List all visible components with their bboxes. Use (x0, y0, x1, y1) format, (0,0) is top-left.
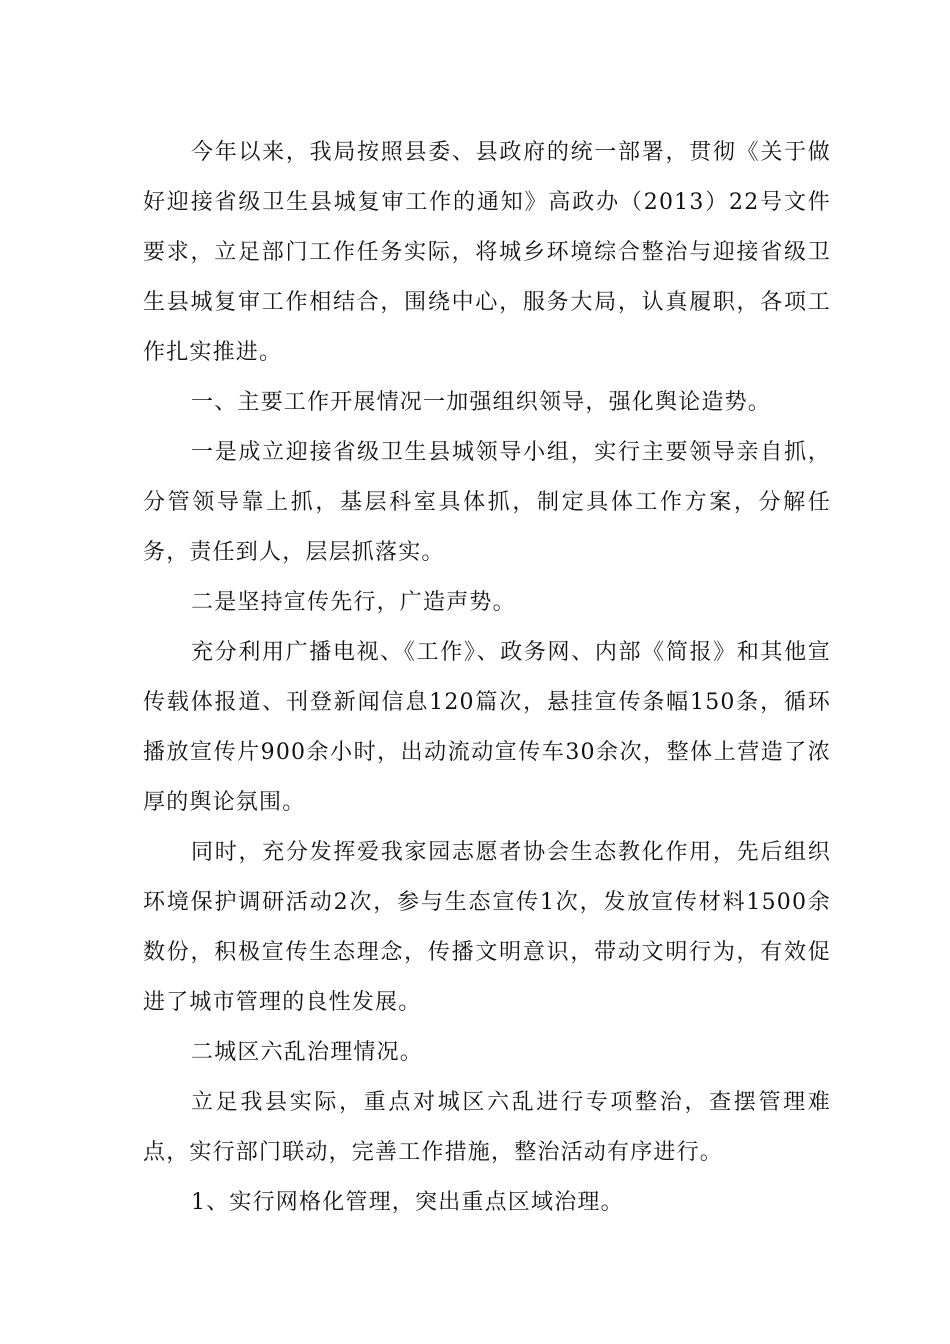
heading-section-2: 二城区六乱治理情况。 (191, 1040, 424, 1065)
paragraph-rectification: 立足我县实际，重点对城区六乱进行专项整治，查摆管理难点，实行部门联动，完善工作措施，整治活动有序进行。 (143, 1090, 831, 1165)
heading-item-1: 1、实行网格化管理，突出重点区域治理。 (191, 1190, 624, 1215)
paragraph-media: 充分利用广播电视、《工作》、政务网、内部《简报》和其他宣传载体报道、刊登新闻信息120篇次，悬挂宣传条幅150条，循环播放宣传片900余小时，出动流动宣传车30余次，整体上营造了浓厚的舆论氛围。 (143, 640, 831, 815)
paragraph-volunteers: 同时，充分发挥爱我家园志愿者协会生态教化作用，先后组织环境保护调研活动2次，参与生态宣传1次，发放宣传材料1500余数份，积极宣传生态理念，传播文明意识，带动文明行为，有效促进了城市管理的良性发展。 (143, 840, 831, 1015)
paragraph-leadership: 一是成立迎接省级卫生县城领导小组，实行主要领导亲自抓，分管领导靠上抓，基层科室具体抓，制定具体工作方案，分解任务，责任到人，层层抓落实。 (143, 440, 831, 565)
paragraph-publicity-heading: 二是坚持宣传先行，广造声势。 (191, 590, 516, 615)
heading-section-1: 一、主要工作开展情况一加强组织领导，强化舆论造势。 (191, 390, 772, 415)
paragraph-intro: 今年以来，我局按照县委、县政府的统一部署，贯彻《关于做好迎接省级卫生县城复审工作的通知》高政办（2013）22号文件要求，立足部门工作任务实际，将城乡环境综合整治与迎接省级卫生县城复审工作相结合，围绕中心，服务大局，认真履职，各项工作扎实推进。 (143, 140, 831, 365)
document-body (143, 128, 831, 1228)
